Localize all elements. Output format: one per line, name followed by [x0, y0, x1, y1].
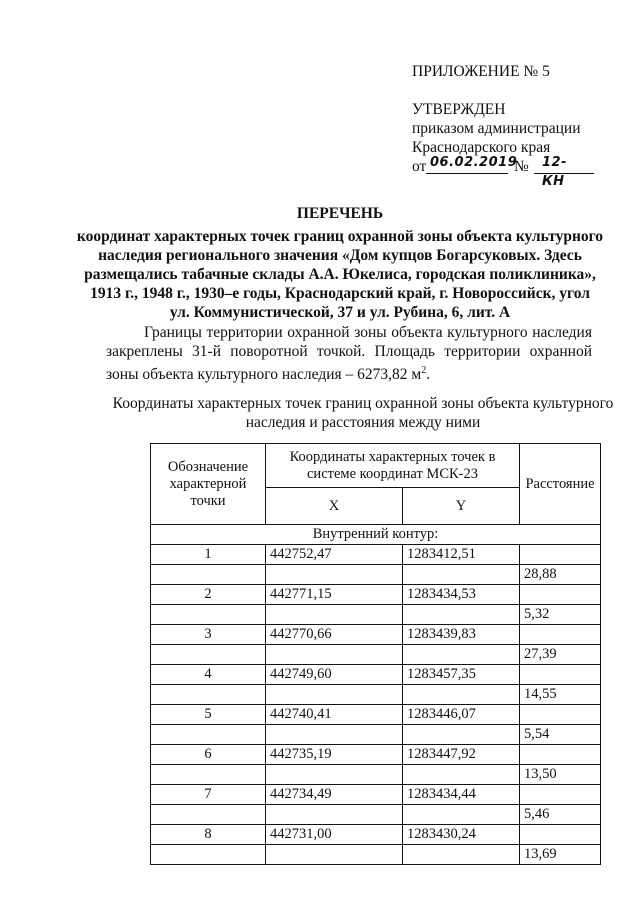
table-row — [151, 665, 601, 685]
distance-value: 28,88 — [520, 565, 601, 585]
distance-empty — [520, 585, 601, 605]
empty-cell — [403, 765, 520, 785]
header-coords: Координаты характерных точек в системе координат МСК-23 — [266, 444, 520, 488]
table-caption — [108, 394, 618, 432]
table-row — [151, 585, 601, 605]
empty-cell — [403, 645, 520, 665]
point-number: 8 — [151, 825, 266, 845]
distance-row — [151, 845, 601, 865]
empty-cell — [151, 685, 266, 705]
table-row — [151, 625, 601, 645]
contour-row — [151, 525, 601, 545]
approval-block — [412, 62, 581, 189]
x-coordinate: 442740,41 — [266, 705, 403, 725]
table-row — [151, 545, 601, 565]
header-distance: Расстояние — [520, 444, 601, 525]
distance-empty — [520, 665, 601, 685]
empty-cell — [266, 805, 403, 825]
distance-value: 5,46 — [520, 805, 601, 825]
title-heading: ПЕРЕЧЕНЬ — [296, 205, 384, 222]
caption-line-1: Координаты характерных точек границ охранной зоны объекта культурного — [112, 395, 614, 412]
point-number: 4 — [151, 665, 266, 685]
empty-cell — [266, 765, 403, 785]
distance-value: 5,32 — [520, 605, 601, 625]
empty-cell — [266, 565, 403, 585]
point-number: 3 — [151, 625, 266, 645]
empty-cell — [151, 645, 266, 665]
y-coordinate: 1283457,35 — [403, 665, 520, 685]
title-line: наследия регионального значения «Дом купцов Богарсуковых. Здесь — [98, 247, 582, 264]
point-number: 5 — [151, 705, 266, 725]
empty-cell — [151, 725, 266, 745]
empty-cell — [266, 685, 403, 705]
empty-cell — [151, 765, 266, 785]
distance-row — [151, 685, 601, 705]
body-paragraph — [106, 323, 592, 384]
distance-value: 14,55 — [520, 685, 601, 705]
empty-cell — [266, 845, 403, 865]
distance-empty — [520, 785, 601, 805]
point-number: 2 — [151, 585, 266, 605]
x-coordinate: 442731,00 — [266, 825, 403, 845]
distance-row — [151, 605, 601, 625]
date-underline — [426, 173, 508, 174]
table-body — [151, 545, 601, 865]
distance-value: 5,54 — [520, 725, 601, 745]
distance-row — [151, 765, 601, 785]
x-coordinate: 442771,15 — [266, 585, 403, 605]
distance-row — [151, 805, 601, 825]
approved-label: УТВЕРЖДЕН — [412, 101, 506, 118]
empty-cell — [403, 845, 520, 865]
distance-row — [151, 725, 601, 745]
empty-cell — [403, 725, 520, 745]
handwritten-date: 06.02.2019 — [430, 155, 518, 170]
distance-empty — [520, 545, 601, 565]
distance-value: 13,50 — [520, 765, 601, 785]
table-row — [151, 785, 601, 805]
coordinates-table — [150, 443, 601, 865]
empty-cell — [403, 565, 520, 585]
distance-row — [151, 645, 601, 665]
x-coordinate: 442770,66 — [266, 625, 403, 645]
distance-value: 13,69 — [520, 845, 601, 865]
x-coordinate: 442749,60 — [266, 665, 403, 685]
empty-cell — [151, 805, 266, 825]
y-coordinate: 1283439,83 — [403, 625, 520, 645]
y-coordinate: 1283434,53 — [403, 585, 520, 605]
y-coordinate: 1283434,44 — [403, 785, 520, 805]
point-number: 1 — [151, 545, 266, 565]
header-y: Y — [403, 488, 520, 525]
distance-empty — [520, 825, 601, 845]
order-line-1: приказом администрации — [412, 120, 581, 137]
empty-cell — [151, 565, 266, 585]
number-prefix: № — [514, 158, 529, 175]
empty-cell — [403, 605, 520, 625]
x-coordinate: 442735,19 — [266, 745, 403, 765]
distance-row — [151, 565, 601, 585]
date-number-line — [412, 155, 581, 189]
point-number: 6 — [151, 745, 266, 765]
number-underline — [534, 173, 594, 174]
empty-cell — [266, 725, 403, 745]
empty-cell — [151, 845, 266, 865]
distance-empty — [520, 625, 601, 645]
table-header-row — [151, 444, 601, 488]
y-coordinate: 1283430,24 — [403, 825, 520, 845]
empty-cell — [266, 645, 403, 665]
table-row — [151, 745, 601, 765]
paragraph-sup: 2 — [421, 365, 427, 376]
order-line-2: Краснодарского края — [412, 139, 551, 156]
handwritten-number: 12-КН — [542, 155, 567, 189]
distance-empty — [520, 745, 601, 765]
y-coordinate: 1283447,92 — [403, 745, 520, 765]
title-line: ул. Коммунистической, 37 и ул. Рубина, 6, лит. А — [169, 304, 511, 321]
empty-cell — [151, 605, 266, 625]
date-prefix: от — [412, 158, 427, 175]
x-coordinate: 442734,49 — [266, 785, 403, 805]
empty-cell — [403, 685, 520, 705]
x-coordinate: 442752,47 — [266, 545, 403, 565]
y-coordinate: 1283412,51 — [403, 545, 520, 565]
title-line: координат характерных точек границ охранной зоны объекта культурного — [76, 228, 604, 245]
y-coordinate: 1283446,07 — [403, 705, 520, 725]
appendix-label: ПРИЛОЖЕНИЕ № 5 — [412, 63, 550, 80]
point-number: 7 — [151, 785, 266, 805]
paragraph-end: . — [426, 366, 431, 384]
caption-line-2: наследия и расстояния между ними — [245, 414, 481, 431]
contour-label: Внутренний контур: — [151, 525, 601, 545]
empty-cell — [266, 605, 403, 625]
distance-empty — [520, 705, 601, 725]
distance-value: 27,39 — [520, 645, 601, 665]
title-line: 1913 г., 1948 г., 1930–е годы, Краснодарский край, г. Новороссийск, угол — [90, 285, 590, 302]
empty-cell — [403, 805, 520, 825]
title-line: размещались табачные склады А.А. Юкелиса, городская поликлиника», — [84, 266, 596, 283]
table-row — [151, 705, 601, 725]
paragraph-text: Границы территории охранной зоны объекта культурного наследия закреплены 31-й поворотной точкой. Площадь территории охранной зоны объекта культурного наследия – 6273,82 м — [106, 324, 592, 384]
table-row — [151, 825, 601, 845]
document-title — [70, 204, 610, 322]
header-x: X — [266, 488, 403, 525]
header-point: Обозначение характерной точки — [151, 444, 266, 525]
